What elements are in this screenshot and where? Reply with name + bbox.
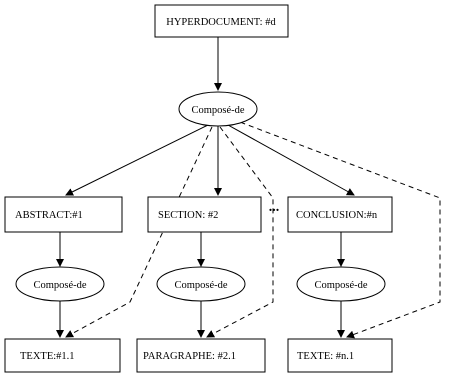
node-texte-n (288, 339, 392, 372)
edge-compose-to-conclusion (228, 125, 354, 195)
node-compose-right-label: Composé-de (314, 280, 368, 291)
edge-compose-to-abstract (66, 125, 208, 195)
node-compose-mid-label: Composé-de (174, 280, 228, 291)
node-compose-mid (157, 267, 245, 301)
node-section-label: SECTION: #2 (158, 210, 219, 221)
node-texte-1-label: TEXTE:#1.1 (20, 351, 75, 362)
node-hyperdocument-label: HYPERDOCUMENT: #d (166, 17, 276, 28)
node-paragraphe-label: PARAGRAPHE: #2.1 (143, 351, 236, 362)
node-abstract-label: ABSTRACT:#1 (15, 210, 83, 221)
node-compose-left-label: Composé-de (33, 280, 87, 291)
node-compose-left (16, 267, 104, 301)
node-abstract (5, 197, 122, 232)
node-compose-top (179, 92, 257, 126)
node-texte-n-label: TEXTE: #n.1 (297, 351, 355, 362)
node-texte-1 (5, 339, 120, 372)
node-compose-right (297, 267, 385, 301)
node-conclusion (288, 197, 392, 232)
node-conclusion-label: CONCLUSION:#n (296, 210, 378, 221)
node-hyperdocument (155, 5, 288, 37)
node-paragraphe (137, 339, 265, 372)
node-section (148, 197, 261, 232)
ellipsis-marker: ... (268, 200, 280, 215)
node-compose-top-label: Composé-de (191, 105, 245, 116)
